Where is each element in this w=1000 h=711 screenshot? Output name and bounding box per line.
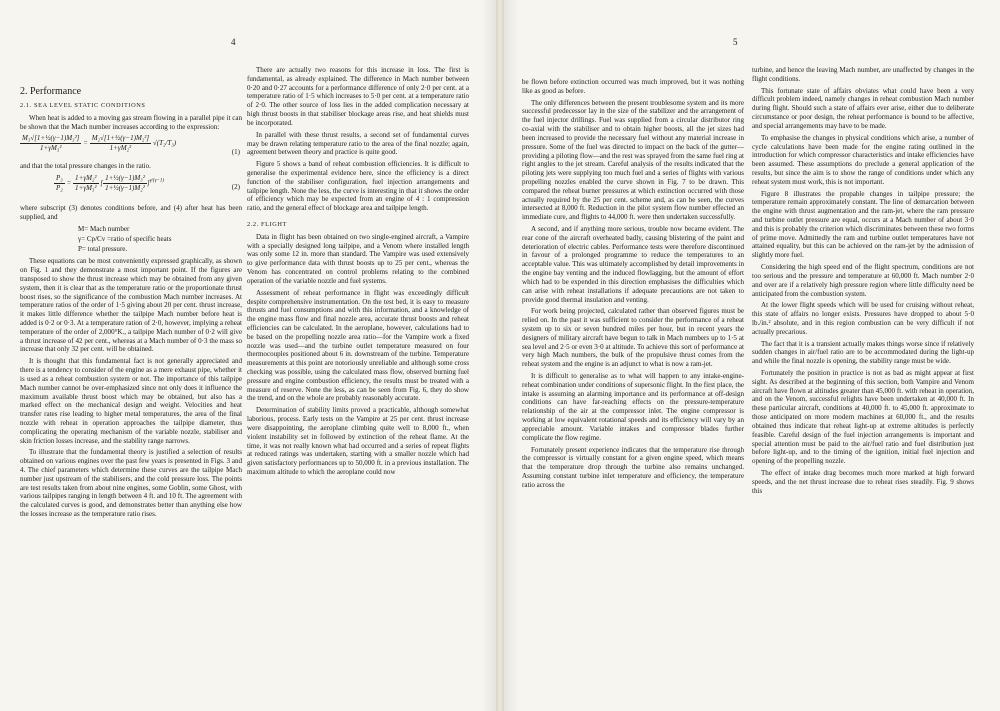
- binding-gutter: [496, 0, 504, 711]
- paragraph: Fortunately present experience indicates that the temperature rise through the compressor is virtually constant for a given engine speed, which means that the temperature drop through the turbine also remains unchanged. Assuming constant turbine inlet temperature and efficiency, the temperature ratio across the: [522, 445, 744, 489]
- paragraph: Figure 8 illustrates the propable changes in tailpipe pressure; the temperature remain approximately constant. The line of demarcation between the engine with thrust augmentation and the ram-jet, where the ram pressure and turbine outlet pressure are equal, occurs at a Mach number of about 3·0 and this is probably the criterion which discriminates between these two forms of prime move. Admittedly the ram and turbine outlet temperatures have not attained equality, but this can be achieved on the ram-jet by the admission of slightly more fuel.: [752, 189, 974, 260]
- equation-1: $\frac{\text{M₃√[1+½(γ−1)M₃²]}}{\text{1+γM₃²}}$ = $\frac{\text{M₂√[1+½(γ−1)M₂²]}}{\text{1+γM₂²}}$ √(T₂/T₃) (1): [22, 134, 240, 157]
- page-number: 4: [231, 37, 236, 47]
- right-page: [504, 0, 1000, 711]
- paragraph: When heat is added to a moving gas stream flowing in a parallel pipe it can be shown that the Mach number increases according to the expression:: [20, 113, 242, 131]
- fraction: [90, 134, 151, 153]
- paragraph: Determination of stability limits proved a practicable, although somewhat laborious, process. Early tests on the Vampire at 25 per cent. thrust increase were disappointing, the aeroplane climbing quite well to 8,000 ft., when violent instability set in followed by extinction of the reheat flame. At the time, it was not really known what had occurred and a series of repeat flights at reduced ratings was undertaken, starting with a smaller nozzle which had given satisfactory performances up to 50,000 ft. in a previous installation. The maximum altitude to which the aeroplane could now: [247, 406, 469, 476]
- paragraph: Data in flight has been obtained on two single-engined aircraft, a Vampire with a specially designed long tailpipe, and a Venom where installed length was only some 12 in. more than standard. The Vampire was used extensively to give performance data with thrust boosts up to 25 per cent., whereas the Venom has concentrated on control problems relating to the combined operation of the variable nozzle and fuel systems.: [247, 232, 469, 285]
- paragraph: Figure 5 shows a band of reheat combustion efficiencies. It is difficult to generalise the experimental evidence here, since the efficiency is a direct function of the stabiliser configuration, fuel injection arrangements and tailpipe length. None the less, the curve is interesting in that it shows the order of efficiency which may be expected from an engine of 4 : 1 compression ratio, and the general effect of blockage area and tailpipe length.: [247, 160, 469, 213]
- subsection-heading: 2.2. FLIGHT: [247, 221, 288, 228]
- numerator: M₂√[1+½(γ−1)M₂²]: [91, 134, 150, 143]
- paragraph: be flown before extinction occurred was much improved, but it was nothing like as good as before.: [522, 78, 744, 95]
- paragraph: The fact that it is a transient actually makes things worse since if relatively sudden changes in air/fuel ratio are to be accommodated during the light-up and while the final nozzle is opening, the stability range must be wide.: [752, 339, 974, 366]
- fraction: [54, 174, 65, 193]
- paragraph: There are actually two reasons for this increase in loss. The first is fundamental, as already explained. The difference in Mach number between 0·20 and 0·27 accounts for a performance difference of only 2·0 per cent. at a temperature ratio of 1·5 which increases to 5·0 per cent. at a temperature ratio of 2·0. The other source of loss lies in the added complication necessary at high thrust boosts in that stabiliser blockage areas rise, and heat shields must be incorporated.: [247, 66, 469, 127]
- paragraph: These equations can be most conveniently expressed graphically, as shown on Fig. 1 and they demonstrate a most important point. If the figures are transposed to show the thrust increase which may be obtained from any given system, then it is clear that as the temperature ratio or the proportionate thrust boost rises, so the significance of the combustion Mach number increases. At temperature ratios of the order of 1·5 giving about 20 per cent. thrust increase, it makes little difference whether the tailpipe Mach number before heat is added is 0·2 or 0·3. At a temperature ration of 2·0, however, implying a reheat temperature of the order of 2,000°K., a tailpipe Mach number of 0·2 will give a thrust increase of 42 per cent., whereas at a Mach number of 0·3 the mass so increase that only 32 per cent. will be obtained.: [20, 257, 242, 354]
- paragraph: At the lower flight speeds which will be used for cruising without reheat, this state of affairs no longer exists. Pressures have dropped to about 5·0 lb./in.² absolute, and in this region combustion can be very difficult if not actually precarious.: [752, 301, 974, 336]
- denominator: 1+γM₃²: [75, 184, 97, 193]
- fraction: [20, 134, 81, 153]
- left-page: [0, 0, 496, 711]
- denominator: 1+γM₂²: [109, 144, 132, 153]
- paragraph: turbine, and hence the leaving Mach number, are unaffected by changes in the flight conditions.: [752, 66, 974, 83]
- numerator: 1+γM₂²: [75, 174, 97, 183]
- paragraph: A second, and if anything more serious, trouble now became evident. The rear cone of the aircraft overheated badly, causing blistering of the paint and deterioration of electric cables. Performance tests were therefore discontinued in favour of a prolonged programme to reduce the temperatures to an acceptable value. This was ultimately accomplished by detail improvements in the engine bay venting and the induced flowlagging, but the amount of effort which had to be expended in this direction emphasises the difficulties which can arise with reheat installations if adequate precautions are not taken to provide good thermal insulation and venting.: [522, 225, 744, 304]
- paragraph: Fortunately the position in practice is not as bad as might appear at first sight. As described at the beginning of this section, both Vampire and Venom aircraft have flown at altitudes greater than 45,000 ft. with reheat in operation, and on the Venom, successful relights have been undertaken at 40,000 ft. In these particular aircraft, conditions at 40,000 ft. to 45,000 ft. approximate to those anticipated on more modern machines at 60,000 ft., and the results obtained thus indicate that reheat light-up at extreme altitudes is perfectly feasible. Careful design of the fuel injection arrangements is important and special attention must be paid to the air/fuel ratio and fuel distribution just before light-up, and to the timing of the ignition, initial fuel injection and opening of the propelling nozzle.: [752, 369, 974, 466]
- section-heading: 2. Performance: [20, 86, 82, 97]
- page-fold-shadow: [504, 0, 518, 711]
- paragraph: In parallel with these thrust results, a second set of fundamental curves may be drawn relating temperature ratio to the area of the final nozzle; again, agreement between theory and practice is quite good.: [247, 130, 469, 157]
- numerator: P₃: [56, 174, 63, 183]
- numerator: 1+½(γ−1)M₃²: [105, 174, 145, 183]
- column-1: [20, 78, 242, 522]
- paragraph: This fortunate state of affairs obviates what could have been a very difficult problem indeed, namely changes in reheat combustion Mach number during flight. Should such a state of affairs ever arise, either due to deliberate circumstance or poor design, the reheat performance is bound to be affective, and special arrangements may have to be made.: [752, 86, 974, 130]
- column-4: [752, 66, 974, 498]
- paragraph: The effect of intake drag becomes much more marked at high forward speeds, and the net thrust increase due to reheat rises steadily. Fig. 9 shows this: [752, 468, 974, 495]
- equation-number: (2): [231, 183, 240, 192]
- fraction: [103, 174, 147, 193]
- fraction: [73, 174, 99, 193]
- paragraph: Considering the high speed end of the flight spectrum, conditions are not too serious and the pressure and temperature at 60,000 ft. Mach number 2·0 and over are if a relatively high pressure region where little difficulty need be anticipated from the combustion system.: [752, 263, 974, 298]
- paragraph: To emphasise the changes in physical conditions which arise, a number of cycle calculations have been made for the engine rating outlined in the introduction for which compressor characteristics and intake efficiencies have been assumed. These assumptions do preclude a general application of the results, but since the aim is to show the range of conditions under which any reheat system must work, this is not important.: [752, 133, 974, 186]
- equation-number: (1): [231, 148, 240, 157]
- paragraph: where subscript (3) denotes conditions before, and (4) after heat has been supplied, and: [20, 204, 242, 222]
- paragraph: It is thought that this fundamental fact is not generally appreciated and there is a tendency to consider of the engine as a mere exhaust pipe, whether it is used as a reheat combustion system or not. The importance of this tailpipe Mach number cannot be over-emphasized since not only does it influence the maximum available thrust boost which may be obtained, but also has a marked effect on the mechanical design and weight. Velocities and heat transfer rates rise leading to higher metal temperatures, the area of the final nozzle with reheat in operation approaches the tailpipe diameter, thus complicating the operating mechanism of the variable nozzle, stabiliser and skin friction losses increase, and the stability range narrows.: [20, 357, 242, 445]
- definition: P= total pressure.: [78, 244, 128, 253]
- denominator: P₂: [56, 184, 63, 193]
- denominator: 1+½(γ−1)M₂²: [105, 184, 145, 193]
- root-term: √(T₂/T₃): [152, 139, 177, 148]
- equation-2: $\frac{\text{P₃}}{\text{P₂}}$ = $\frac{\text{1+γM₂²}}{\text{1+γM₃²}}$ [ $\frac{\text{1+½(γ−1)M₃²}}{\text{1+½(γ−1)M₂²}}$ ]$^{\gamma/(\gamma-1)}$ (2): [56, 174, 240, 193]
- column-3: [522, 78, 744, 493]
- subsection-heading: 2.1. SEA LEVEL STATIC CONDITIONS: [20, 102, 146, 109]
- column-2: [247, 66, 469, 480]
- paragraph: and that the total pressure changes in the ratio.: [20, 162, 151, 171]
- definition: M= Mach number: [78, 224, 130, 233]
- paragraph: For work being projected, calculated rather than observed figures must be relied on. In the past it was sufficient to consider the performance of a reheat system up to six or seven hundred miles per hour, but in recent years the designers of military aircraft have begun to talk in Mach numbers up to 1·5 at sea level and 2·5 or even 3·0 at altitude. To achieve this sort of performance at very high Mach numbers, the bulk of the propulsive thrust comes from the reheat system and the engine is an adjunct to what is now a ram-jet.: [522, 307, 744, 369]
- paragraph: The only differences between the present troublesome system and its more successful predecessor lay in the size of the stabilizer and the arrangement of the fuel injector drillings. Fuel was supplied from a circular distributor ring co-axial with the stabiliser and to obtain higher boosts, all the jet sizes had been increased to provide the necessary fuel without any material increase in pressure. Some of the fuel was directed to impact on the back of the gutter—providing a piloting flow—and the rest was sprayed from the same fuel ring at right angles to the jet stream. Careful analysis of the results indicated that the piloting jets were supplying too much fuel and a series of flights with various propelling nozzles enabled the curve shown in Fig. 7 to be drawn. This compared the reheat burner pressures at which extinction occurred with those actually required by the 25 per cent. scheme and, as can be seen, the curves intersected at 8,000 ft. Reduction in the pilot system flow number effected an immediate cure, and flights to 44,000 ft. were then undertaken successfully.: [522, 98, 744, 222]
- page-fold-shadow: [482, 0, 496, 711]
- exponent: γ/(γ−1): [149, 178, 165, 184]
- paragraph: Assessment of reheat performance in flight was exceedingly difficult despite comprehensive instrumentation. On the test bed, it is easy to measure thrusts and fuel consumptions and with this information, and a knowledge of the engine mass flow and final nozzle area, accurate thrust boosts and reheat efficiencies can be calculated. In the aeroplane, however, calculations had to be based on the propelling nozzle area ratio—for the Vampire work a fixed nozzle was used—and the turbine outlet temperature measured on four thermocouples positioned about 6 in. downstream of the turbine. Temperature measurements at this point are notoriously unreliable and although some cross checking was possible, using the calculated mass flow, observed burning fuel pressure and engine combustion efficiency, the results must be treated with a measure of reserve. None the less, as can be seen from Fig. 6, they do show the trend, and on the whole are probably reasonably accurate.: [247, 288, 469, 403]
- numerator: M₃√[1+½(γ−1)M₃²]: [22, 134, 80, 143]
- denominator: 1+γM₃²: [39, 144, 62, 153]
- paragraph: It is difficult to generalise as to what will happen to any intake-engine-reheat combination under conditions of supersonic flight. In the first place, the intake is assuming an alarming importance and its performance at off-design conditions can have far-reaching effects on the pressure-temperature relationship of the air at the compressor inlet. The engine compressor is working at low equivalent rotational speeds and its efficiency will vary by an appreciable amount. Variable intakes and compressor blades further complicate the flow regime.: [522, 372, 744, 442]
- page-number: 5: [733, 37, 738, 47]
- definitions: [78, 225, 242, 253]
- paragraph: To illustrate that the fundamental theory is justified a selection of results obtained on various engines over the past few years is presented in Figs. 3 and 4. The chief parameters which determine these curves are the tailpipe Mach number just upstream of the stabilisers, and the cold pressure loss. The points are test results taken from about nine engines, some Goblin, some Ghost, with various tailpipes ranging in length between 4 ft. and 10 ft. The agreement with the calculated curves is good, and demonstrates better than anything else how the losses increase as the temperature ratio rises.: [20, 448, 242, 519]
- definition: γ= Cp/Cv =ratio of specific heats: [78, 234, 172, 243]
